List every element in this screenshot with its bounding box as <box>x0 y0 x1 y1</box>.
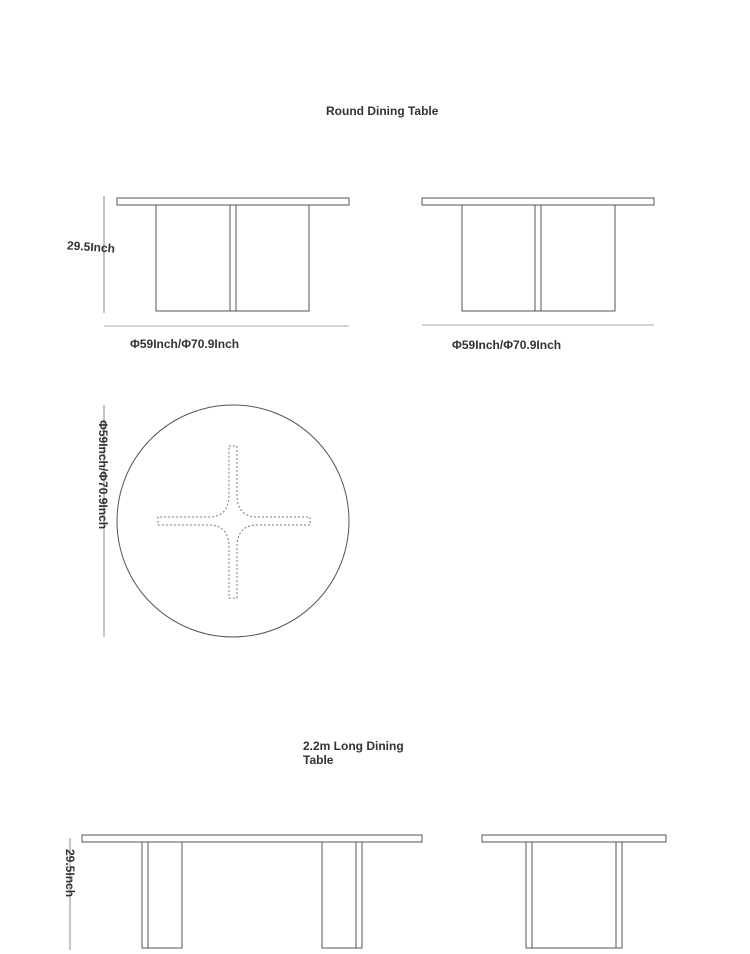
round-section-title: Round Dining Table <box>326 104 439 118</box>
round-front-view <box>104 196 349 326</box>
round-side-width-label: Φ59Inch/Φ70.9Inch <box>452 338 562 352</box>
long-front-leg-right-edge <box>356 842 362 948</box>
round-front-tabletop <box>117 198 349 205</box>
long-section-title-line1: 2.2m Long Dining <box>303 739 404 753</box>
round-side-base-left <box>462 205 535 311</box>
long-front-leg-right <box>322 842 356 948</box>
long-front-tabletop <box>82 835 422 842</box>
round-front-width-label: Φ59Inch/Φ70.9Inch <box>130 337 240 351</box>
long-side-base <box>532 842 616 948</box>
long-front-leg-left <box>148 842 182 948</box>
round-side-view <box>422 198 654 325</box>
round-front-base-right <box>236 205 309 311</box>
round-top-circle <box>117 405 349 637</box>
round-top-diameter-label: Φ59Inch/Φ70.9Inch <box>96 420 110 530</box>
long-section-title-line2: Table <box>303 753 334 767</box>
long-front-view <box>70 835 422 950</box>
round-front-base-gap <box>230 205 236 311</box>
round-front-base-left <box>156 205 230 311</box>
long-side-tabletop <box>482 835 666 842</box>
long-side-base-left-edge <box>526 842 532 948</box>
round-side-tabletop <box>422 198 654 205</box>
round-top-base-outline <box>158 446 310 598</box>
long-side-view <box>482 835 666 948</box>
round-top-view <box>104 405 349 637</box>
round-side-base-gap <box>535 205 541 311</box>
round-front-height-label: 29.5Inch <box>66 238 116 256</box>
long-front-leg-left-edge <box>142 842 148 948</box>
long-front-height-label: 29.5Inch <box>63 849 77 898</box>
round-side-base-right <box>541 205 615 311</box>
long-side-base-right-edge <box>616 842 622 948</box>
